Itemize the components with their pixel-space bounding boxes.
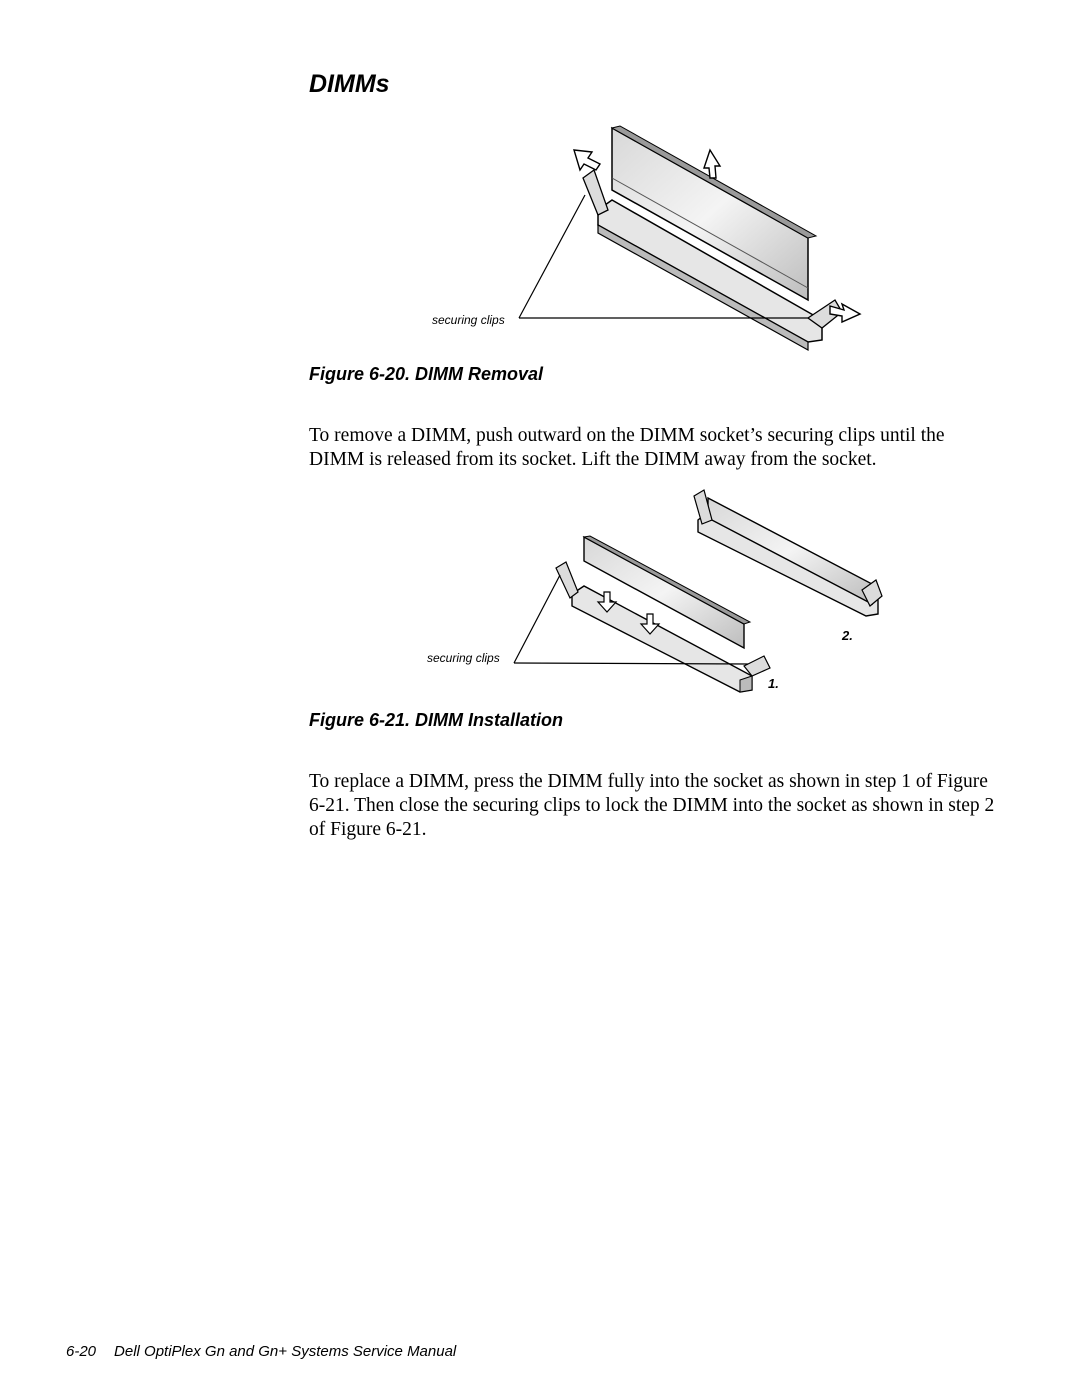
left-clip-step1	[556, 562, 578, 598]
dimm-module-step2	[708, 498, 872, 604]
down-arrow-icon	[598, 592, 616, 612]
securing-clips-callout-2: securing clips	[427, 651, 500, 665]
dimm-socket	[598, 200, 822, 342]
paragraph-removal: To remove a DIMM, push outward on the DIMM socket’s securing clips until the DIMM is released from its socket. Lift the DIMM away from the socket.	[309, 425, 945, 470]
outward-arrow-left-icon	[574, 150, 600, 170]
step-1-label: 1.	[768, 676, 779, 691]
figure-21-caption: Figure 6-21. DIMM Installation	[309, 710, 564, 730]
up-arrow-icon	[704, 150, 720, 178]
right-securing-clip	[808, 300, 842, 328]
down-arrow-icon-2	[641, 614, 659, 634]
manual-title: Dell OptiPlex Gn and Gn+ Systems Service Manual	[114, 1343, 457, 1360]
step-2-label: 2.	[842, 628, 853, 643]
left-clip-step2	[694, 490, 712, 524]
right-clip-step1	[744, 656, 770, 676]
paragraph-installation: To replace a DIMM, press the DIMM fully into the socket as shown in step 1 of Figure 6-21. Then close the securing clips to lock the DIMM into the socket as shown in step 2 of Figure 6-21.	[309, 771, 995, 840]
right-clip-step2	[862, 580, 882, 606]
left-securing-clip	[583, 170, 608, 215]
section-title: DIMMs	[309, 70, 390, 98]
dimm-module	[612, 128, 808, 300]
dimm-socket-step1	[572, 586, 752, 692]
figure-20-caption: Figure 6-20. DIMM Removal	[309, 364, 544, 384]
page-number: 6-20	[66, 1343, 97, 1360]
dimm-module-step1	[584, 537, 744, 648]
securing-clips-callout: securing clips	[432, 313, 505, 327]
page-footer	[66, 1343, 456, 1360]
dimm-socket-step2	[698, 512, 878, 616]
outward-arrow-right-icon	[830, 304, 860, 322]
